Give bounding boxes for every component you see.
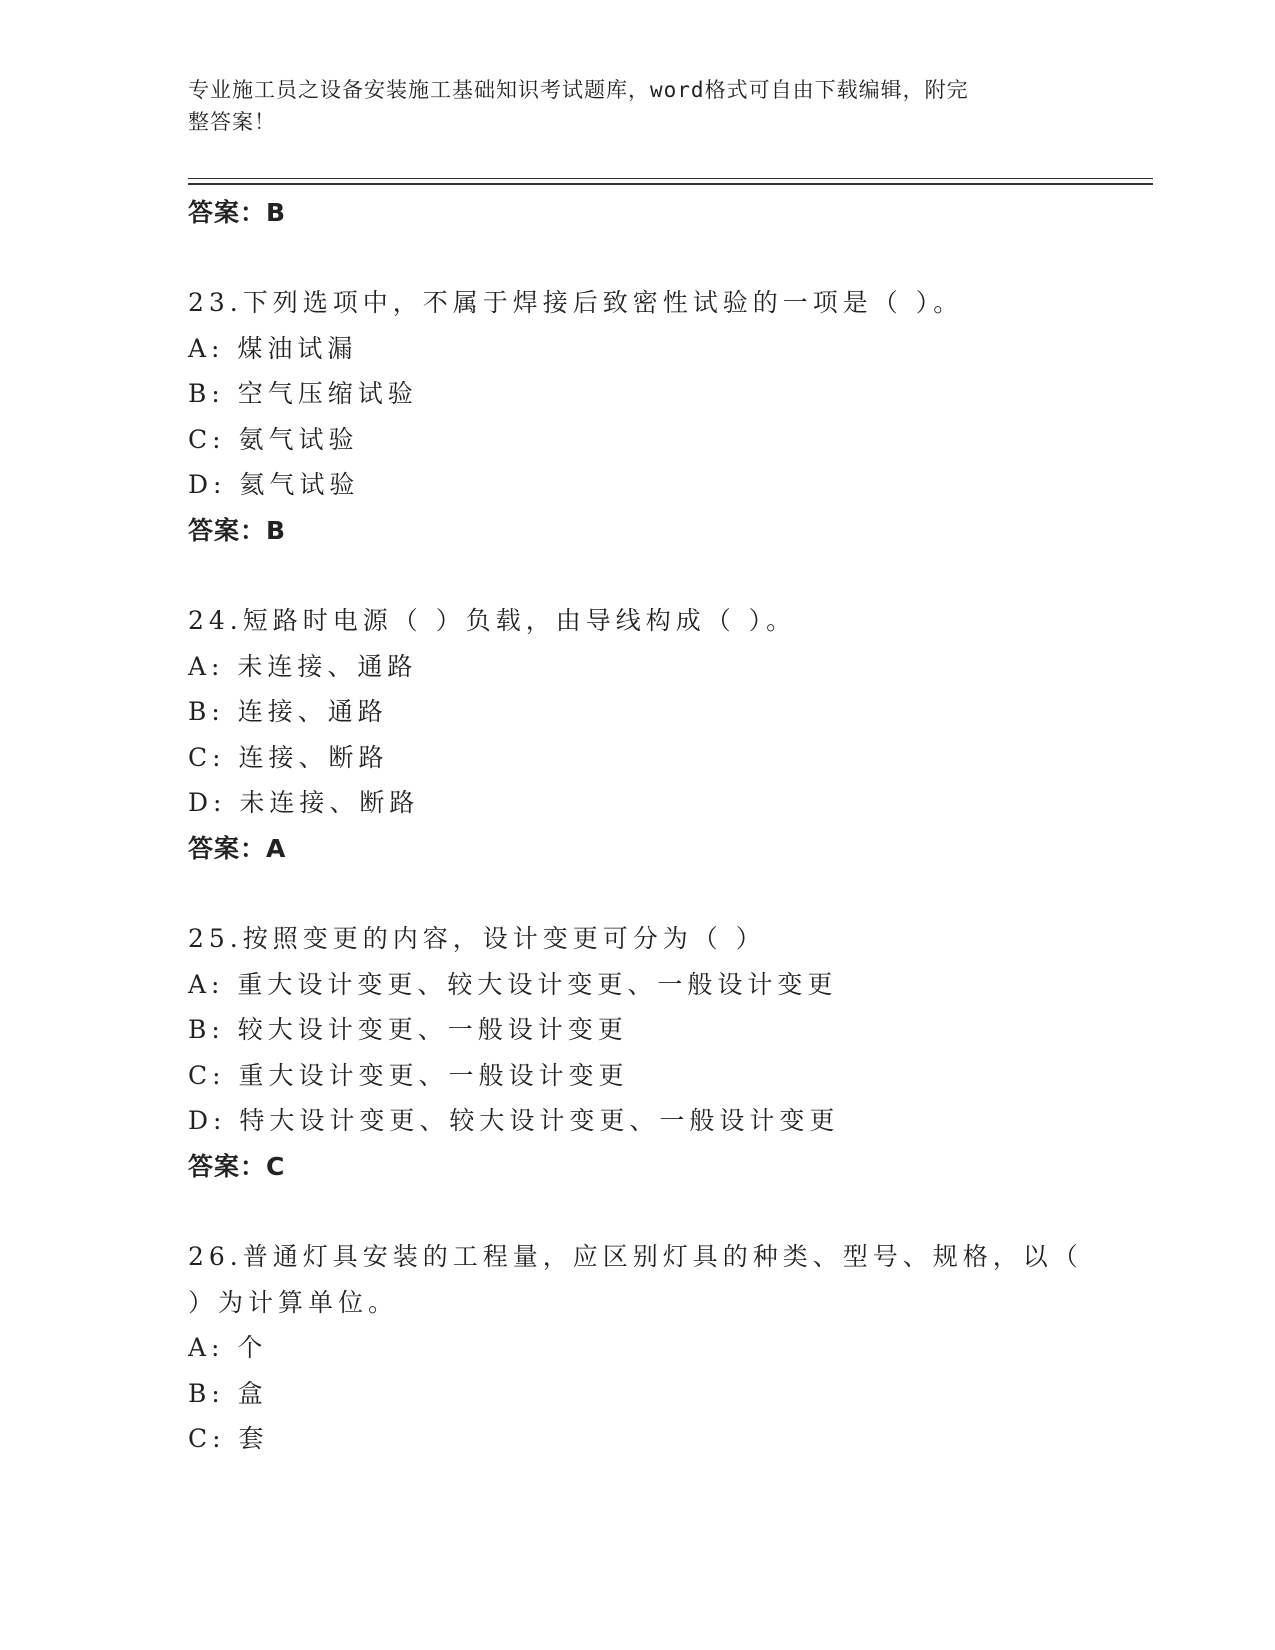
question-block bbox=[188, 598, 1148, 872]
option-a: A: 未连接、通路 bbox=[188, 651, 418, 681]
question-block bbox=[188, 916, 1148, 1190]
option-c: C: 氨气试验 bbox=[188, 424, 359, 454]
option-b: B: 较大设计变更、一般设计变更 bbox=[188, 1015, 628, 1045]
option-a: A: 重大设计变更、较大设计变更、一般设计变更 bbox=[188, 969, 838, 999]
option-d: D: 氦气试验 bbox=[188, 470, 360, 500]
question-text: 24.短路时电源（ ）负载，由导线构成（ ）。 bbox=[188, 605, 797, 635]
spacer bbox=[188, 1190, 1148, 1234]
option-a: A: 个 bbox=[188, 1333, 268, 1363]
question-text: 23.下列选项中，不属于焊接后致密性试验的一项是（ ）。 bbox=[188, 288, 964, 317]
question-list bbox=[188, 190, 1148, 1462]
question-text-line-1: 26.普通灯具安装的工程量，应区别灯具的种类、型号、规格，以（ bbox=[188, 1241, 1083, 1271]
option-b: B: 空气压缩试验 bbox=[188, 379, 418, 409]
question-block bbox=[188, 280, 1148, 554]
spacer bbox=[188, 236, 1148, 280]
option-c: C: 重大设计变更、一般设计变更 bbox=[188, 1060, 629, 1090]
document-header bbox=[188, 74, 1088, 138]
option-d: D: 未连接、断路 bbox=[188, 788, 420, 818]
header-divider-thin bbox=[188, 178, 1153, 179]
header-divider-thick bbox=[188, 183, 1153, 185]
option-b: B: 连接、通路 bbox=[188, 697, 388, 727]
option-c: C: 套 bbox=[188, 1424, 269, 1454]
option-c: C: 连接、断路 bbox=[188, 742, 389, 772]
answer-line: 答案：B bbox=[188, 515, 287, 545]
spacer bbox=[188, 872, 1148, 916]
answer-line: 答案：C bbox=[188, 1151, 286, 1181]
question-text: 25.按照变更的内容，设计变更可分为（ ） bbox=[188, 923, 766, 953]
option-a: A: 煤油试漏 bbox=[188, 333, 358, 363]
answer-line: 答案：A bbox=[188, 833, 287, 863]
spacer bbox=[188, 554, 1148, 598]
option-d: D: 特大设计变更、较大设计变更、一般设计变更 bbox=[188, 1106, 840, 1136]
header-line-1: 专业施工员之设备安装施工基础知识考试题库，word格式可自由下载编辑，附完 bbox=[188, 78, 969, 102]
header-line-2: 整答案！ bbox=[188, 110, 276, 134]
question-text-line-2: ）为计算单位。 bbox=[188, 1287, 399, 1317]
option-b: B: 盒 bbox=[188, 1378, 268, 1408]
question-block bbox=[188, 1234, 1148, 1462]
answer-line: 答案：B bbox=[188, 198, 287, 227]
